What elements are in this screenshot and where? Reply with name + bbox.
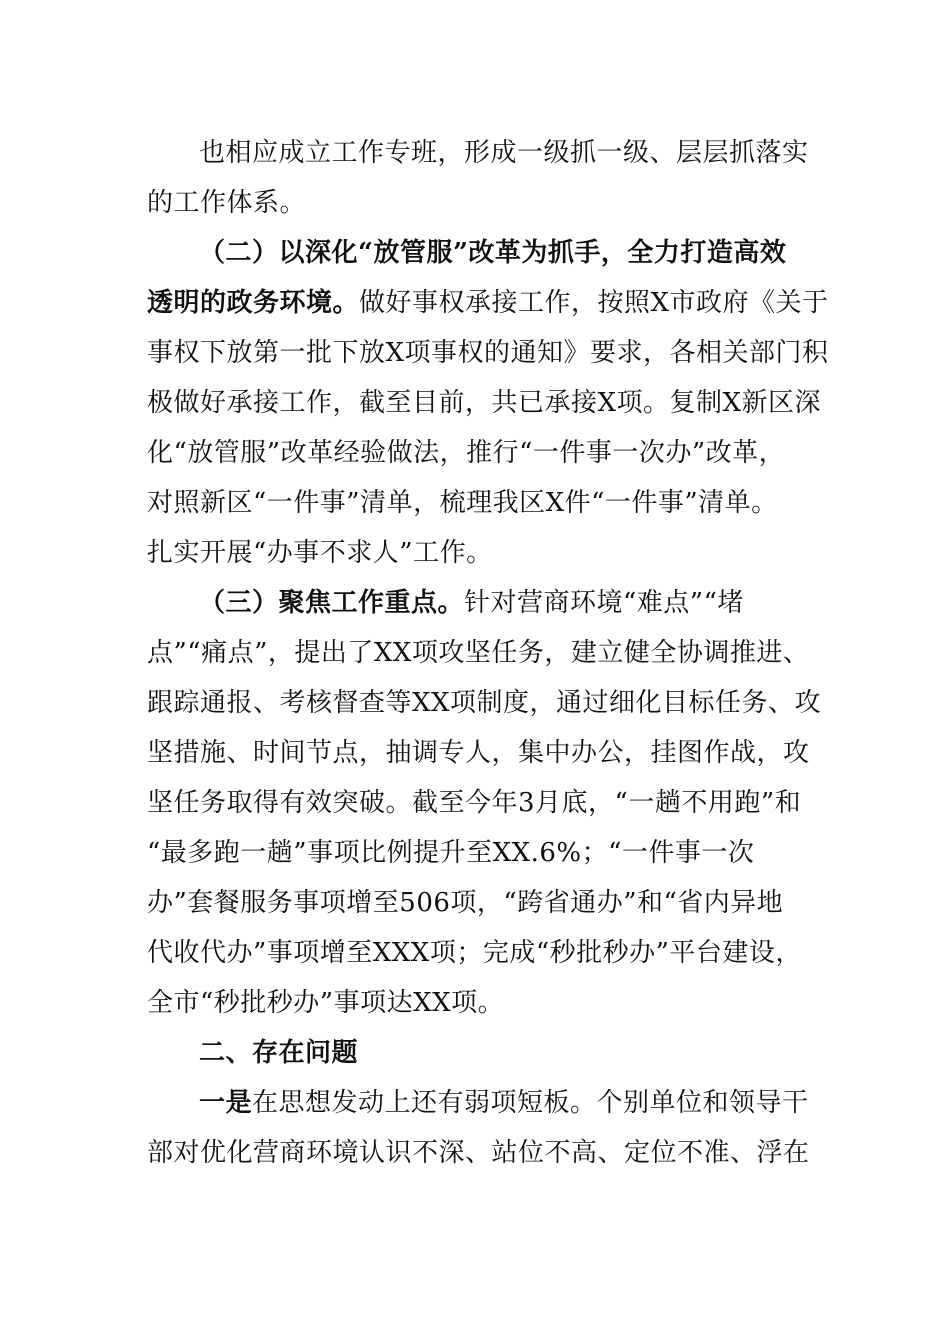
paragraph-line: 扎实开展“办事不求人”工作。 [147, 538, 493, 568]
paragraph-line: 的工作体系。 [147, 188, 307, 218]
paragraph-line: 也相应成立工作专班，形成一级抓一级、层层抓落实 [199, 138, 809, 168]
paragraph-line: 代收代办”事项增至XXX项；完成“秒批秒办”平台建设， [147, 938, 802, 968]
paragraph-line: 极做好承接工作，截至目前，共已承接X项。复制X新区深 [147, 388, 822, 418]
paragraph-line: 坚措施、时间节点，抽调专人，集中办公，挂图作战，攻 [147, 738, 810, 768]
paragraph-text: 针对营商环境“难点”“堵 [464, 588, 744, 618]
section-heading-2: （二）以深化“放管服”改革为抓手，全力打造高效 [199, 238, 787, 268]
paragraph-line [199, 583, 744, 623]
paragraph-text: 在思想发动上还有弱项短板。个别单位和领导干 [252, 1088, 809, 1118]
paragraph-line: 办”套餐服务事项增至506项，“跨省通办”和“省内异地 [147, 888, 784, 918]
paragraph-text: 做好事权承接工作，按照X市政府《关于 [359, 288, 829, 318]
paragraph-line: 事权下放第一批下放X项事权的通知》要求，各相关部门积 [147, 338, 829, 368]
paragraph-line [147, 283, 829, 323]
section-heading-3: （三）聚焦工作重点。 [199, 588, 465, 618]
paragraph-line [199, 1083, 809, 1123]
paragraph-line: 全市“秒批秒办”事项达XX项。 [147, 988, 505, 1018]
paragraph-line: 部对优化营商环境认识不深、站位不高、定位不准、浮在 [147, 1138, 810, 1168]
paragraph-line: 对照新区“一件事”清单，梳理我区X件“一件事”清单。 [147, 488, 778, 518]
heading-continuation: 透明的政务环境。 [147, 288, 360, 318]
paragraph-line: “最多跑一趟”事项比例提升至XX.6%；“一件事一次 [147, 838, 755, 868]
paragraph-line: 点”“痛点”，提出了XX项攻坚任务，建立健全协调推进、 [147, 638, 810, 668]
chapter-heading: 二、存在问题 [199, 1038, 359, 1068]
paragraph-line: 坚任务取得有效突破。截至今年3月底，“一趟不用跑”和 [147, 788, 802, 818]
paragraph-line: 化“放管服”改革经验做法，推行“一件事一次办”改革， [147, 438, 786, 468]
paragraph-line: 跟踪通报、考核督查等XX项制度，通过细化目标任务、攻 [147, 688, 822, 718]
lead-phrase: 一是 [199, 1088, 253, 1118]
